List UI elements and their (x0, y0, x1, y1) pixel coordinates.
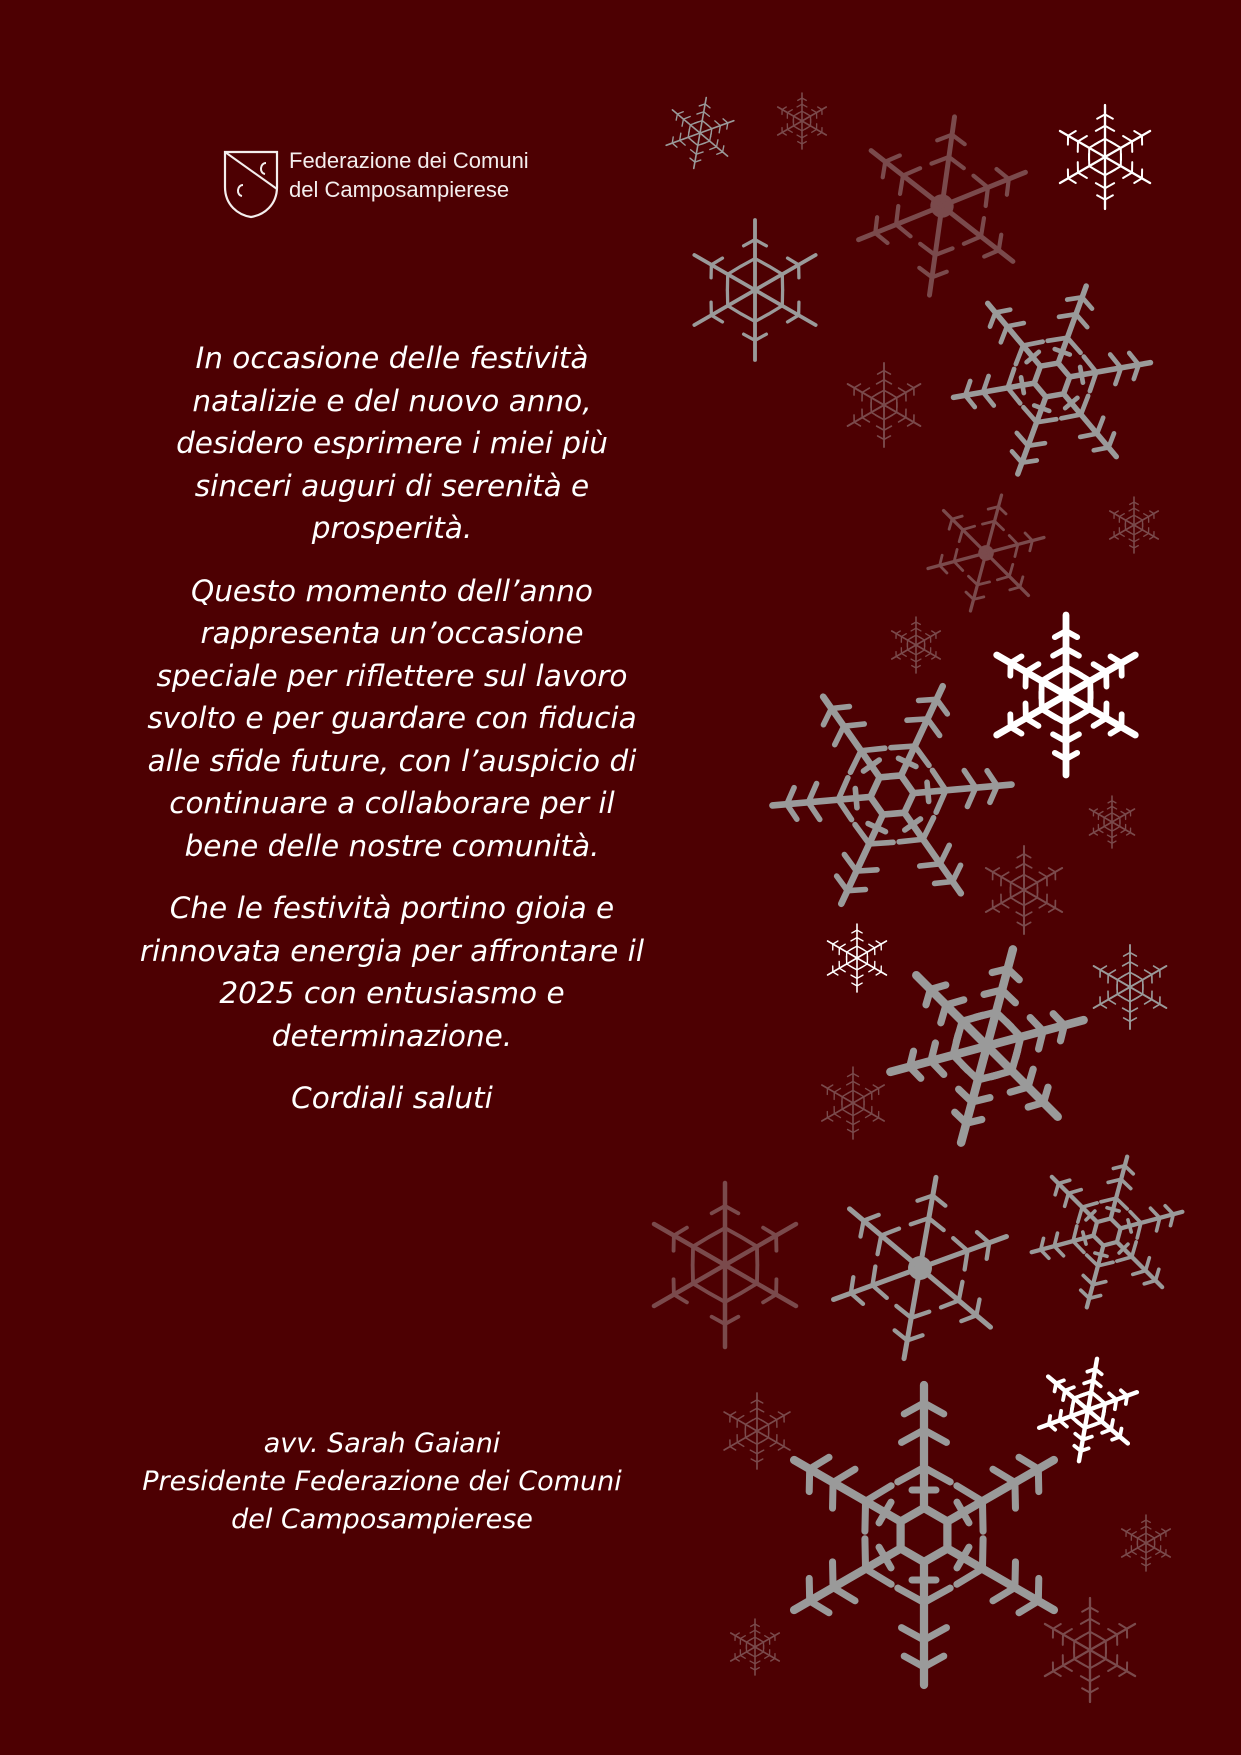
snowflake-icon (1110, 497, 1158, 553)
snowflake-icon (997, 615, 1136, 775)
text-line: rinnovata energia per affrontare il (139, 933, 645, 968)
snowflake-icon (986, 846, 1062, 934)
text-line: speciale per riflettere sul lavoro (156, 658, 628, 693)
text-line: 2025 con entusiasmo e (219, 976, 565, 1010)
snowflake-icon (1122, 1515, 1170, 1571)
text-line: natalizie e del nuovo anno, (192, 383, 592, 418)
snowflake-icon (936, 256, 1167, 503)
logo-line-1: Federazione dei Comuni (289, 148, 529, 173)
snowflake-icon (877, 927, 1096, 1165)
snowflake-icon (1094, 945, 1167, 1029)
snowflake-icon (694, 220, 815, 360)
snowflake-icon (731, 1619, 779, 1675)
text-line: bene delle nostre comunità. (184, 828, 600, 863)
snowflake-icon (654, 1183, 796, 1347)
text-line: sinceri auguri di serenità e (194, 468, 590, 503)
snowflake-icon (822, 1067, 884, 1139)
text-line: In occasione delle festività (195, 341, 589, 375)
snowflake-icon (1035, 1351, 1142, 1469)
text-line: alle sfide future, con l’auspicio di (147, 743, 637, 778)
signer-role-line-2: del Camposampierese (231, 1504, 533, 1535)
text-line: svolto e per guardare con fiducia (147, 701, 637, 735)
snowflake-icon (663, 92, 737, 174)
text-line: Questo momento dell’anno (191, 573, 593, 608)
signer-name: avv. Sarah Gaiani (263, 1428, 501, 1459)
snowflake-icon (828, 924, 887, 992)
snowflake-icon (778, 93, 826, 149)
snowflake-icon (1089, 796, 1134, 848)
snowflake-icon (848, 363, 921, 447)
signer-role-line-1: Presidente Federazione dei Comuni (142, 1466, 622, 1497)
snowflake-icon (1045, 1598, 1135, 1702)
text-line: prosperità. (311, 511, 473, 545)
text-line: continuare a collaborare per il (169, 786, 615, 820)
snowflake-icon (920, 482, 1051, 625)
text-line: Cordiali saluti (291, 1081, 493, 1115)
snowflake-icon (1060, 105, 1150, 209)
text-line: Che le festività portino gioia e (169, 891, 615, 925)
text-line: desidero esprimere i miei più (176, 426, 608, 460)
snowflake-icon (892, 617, 940, 673)
logo-line-2: del Camposampierese (289, 177, 510, 202)
text-line: determinazione. (271, 1018, 513, 1053)
text-line: rappresenta un’occasione (200, 616, 584, 650)
snowflake-icon (826, 1164, 1015, 1373)
snowflake-icon (724, 1393, 790, 1469)
snowflake-icon (852, 106, 1031, 306)
snowflake-icon (794, 1385, 1054, 1685)
snowflake-icon (1022, 1139, 1193, 1325)
